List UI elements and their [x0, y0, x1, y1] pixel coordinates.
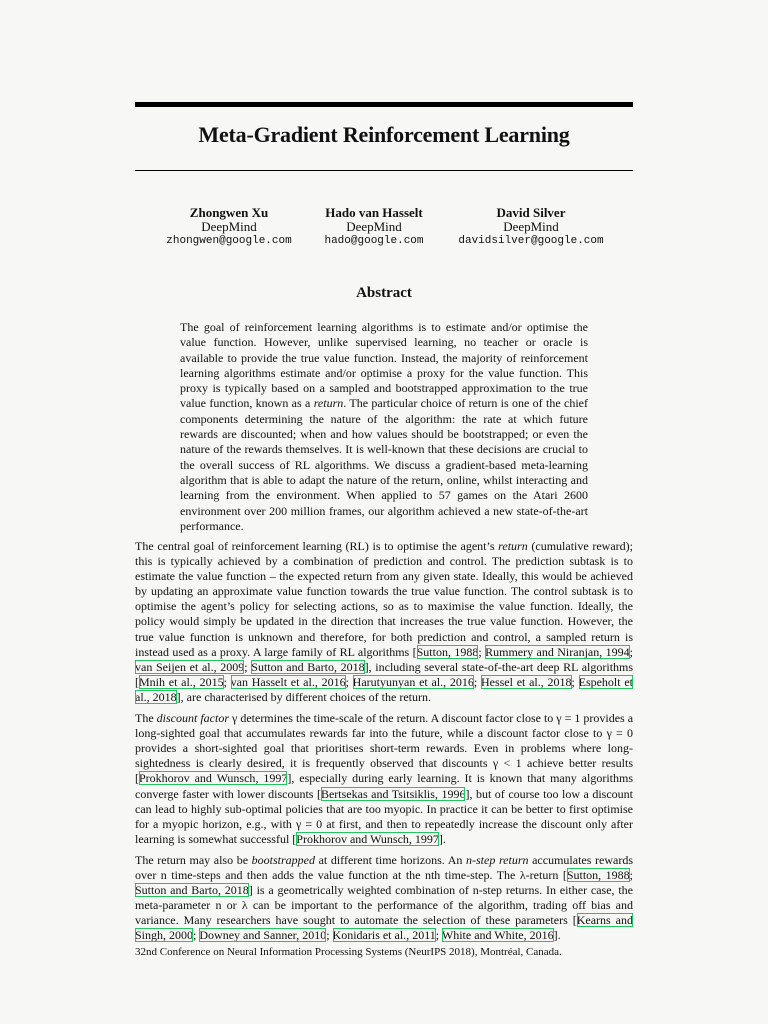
author-email: hado@google.com	[324, 235, 424, 247]
citation-link[interactable]: Harutyunyan et al., 2016	[352, 674, 474, 689]
title-bottom-rule	[135, 170, 633, 171]
citation-link[interactable]: Mnih et al., 2015	[139, 674, 224, 689]
abstract-heading: Abstract	[356, 285, 412, 301]
author-name: David Silver	[496, 205, 566, 220]
author-affiliation: DeepMind	[503, 219, 559, 234]
author-affiliation: DeepMind	[346, 219, 402, 234]
author-block	[431, 206, 631, 248]
citation-link[interactable]: van Hasselt et al., 2016	[230, 674, 346, 689]
body-text	[135, 539, 633, 949]
author-name: Zhongwen Xu	[189, 205, 269, 220]
citation-link[interactable]: White and White, 2016	[441, 928, 554, 943]
abstract-text: The goal of reinforcement learning algorithms is to estimate and/or optimise the value function. However, unlike supervised learning, no teacher or oracle is available to provide the true value function. Instead, the majority of reinforcement learning algorithms estimate and/or optimise a proxy for the value function. This proxy is typically based on a sampled and bootstrapped approximation to the true value function, known as a return. The particular choice of return is one of the chief components determining the nature of the algorithm: the rate at which future rewards are discounted; when and how values should be bootstrapped; or even the nature of the rewards themselves. It is well-known that these decisions are crucial to the overall success of RL algorithms. We discuss a gradient-based meta-learning algorithm that is able to adapt the nature of the return, online, whilst interacting and learning from the environment. When applied to 57 games on the Atari 2600 environment over 200 million frames, our algorithm achieved a new state-of-the-art performance.	[180, 320, 589, 533]
conference-footnote: 32nd Conference on Neural Information Processing Systems (NeurIPS 2018), Montréal, Canada.	[135, 946, 562, 958]
citation-link[interactable]: Konidaris et al., 2011	[332, 928, 436, 943]
citation-link[interactable]: Hessel et al., 2018	[480, 674, 572, 689]
citation-link[interactable]: Rummery and Niranjan, 1994	[485, 644, 630, 659]
citation-link[interactable]: Sutton and Barto, 2018	[251, 659, 365, 674]
citation-link[interactable]: Espeholt et al., 2018	[135, 674, 634, 704]
paragraph-discount: The discount factor γ determines the time-scale of the return. A discount factor close to γ = 1 provides a long-sighted goal that accumulates rewards far into the future, while a discount factor close to γ = 0 provides a short-sighted goal that prioritises short-term rewards. Even in problems where long-sightedness is clearly desired, it is frequently observed that discounts γ < 1 achieve better results [Prokhorov and Wunsch, 1997], especially during early learning. It is known that many algorithms converge faster with lower discounts [Bertsekas and Tsitsiklis, 1996], but of course too low a discount can lead to highly sub-optimal policies that are too myopic. In practice it can be better to first optimise for a myopic horizon, e.g., with γ = 0 at first, and then to repeatedly increase the discount only after learning is somewhat successful [Prokhorov and Wunsch, 1997].	[135, 711, 634, 846]
citation-link[interactable]: Sutton, 1988	[416, 644, 479, 659]
citation-link[interactable]: van Seijen et al., 2009	[135, 659, 245, 674]
author-email: davidsilver@google.com	[458, 235, 604, 247]
citation-link[interactable]: Bertsekas and Tsitsiklis, 1996	[320, 786, 466, 801]
citation-link[interactable]: Prokhorov and Wunsch, 1997	[139, 771, 288, 786]
title-top-rule	[135, 102, 633, 107]
citation-link[interactable]: Sutton, 1988	[566, 867, 630, 882]
citation-link[interactable]: Kearns and Singh, 2000	[135, 913, 634, 943]
author-affiliation: DeepMind	[201, 219, 257, 234]
citation-link[interactable]: Downey and Sanner, 2010	[199, 928, 327, 943]
citation-link[interactable]: Sutton and Barto, 2018	[135, 883, 249, 898]
citation-link[interactable]: Prokhorov and Wunsch, 1997	[296, 831, 439, 846]
paragraph-intro: The central goal of reinforcement learning (RL) is to optimise the agent’s return (cumulative reward); this is typically achieved by a combination of prediction and control. The prediction subtask is to estimate the value function – the expected return from any given state. Ideally, this would be achieved by updating an approximate value function towards the true value function. The control subtask is to optimise the agent’s policy for selecting actions, so as to maximise the value function. Ideally, the policy would simply be updated in the direction that increases the true value function. However, the true value function is unknown and therefore, for both prediction and control, a sampled return is instead used as a proxy. A large family of RL algorithms [Sutton, 1988; Rummery and Niranjan, 1994; van Seijen et al., 2009; Sutton and Barto, 2018], including several state-of-the-art deep RL algorithms [Mnih et al., 2015; van Hasselt et al., 2016; Harutyunyan et al., 2016; Hessel et al., 2018; Espeholt et al., 2018], are characterised by different choices of the return.	[135, 539, 634, 704]
paragraph-bootstrap: The return may also be bootstrapped at different time horizons. An n-step return accumulates rewards over n time-steps and then adds the value function at the nth time-step. The λ-return [Sutton, 1988; Sutton and Barto, 2018] is a geometrically weighted combination of n-step returns. In either case, the meta-parameter n or λ can be important to the performance of the algorithm, trading off bias and variance. Many researchers have sought to automate the selection of these parameters [Kearns and Singh, 2000; Downey and Sanner, 2010; Konidaris et al., 2011; White and White, 2016].	[135, 852, 634, 943]
paper-title: Meta-Gradient Reinforcement Learning	[198, 122, 570, 147]
author-name: Hado van Hasselt	[325, 205, 423, 220]
author-email: zhongwen@google.com	[166, 235, 292, 247]
